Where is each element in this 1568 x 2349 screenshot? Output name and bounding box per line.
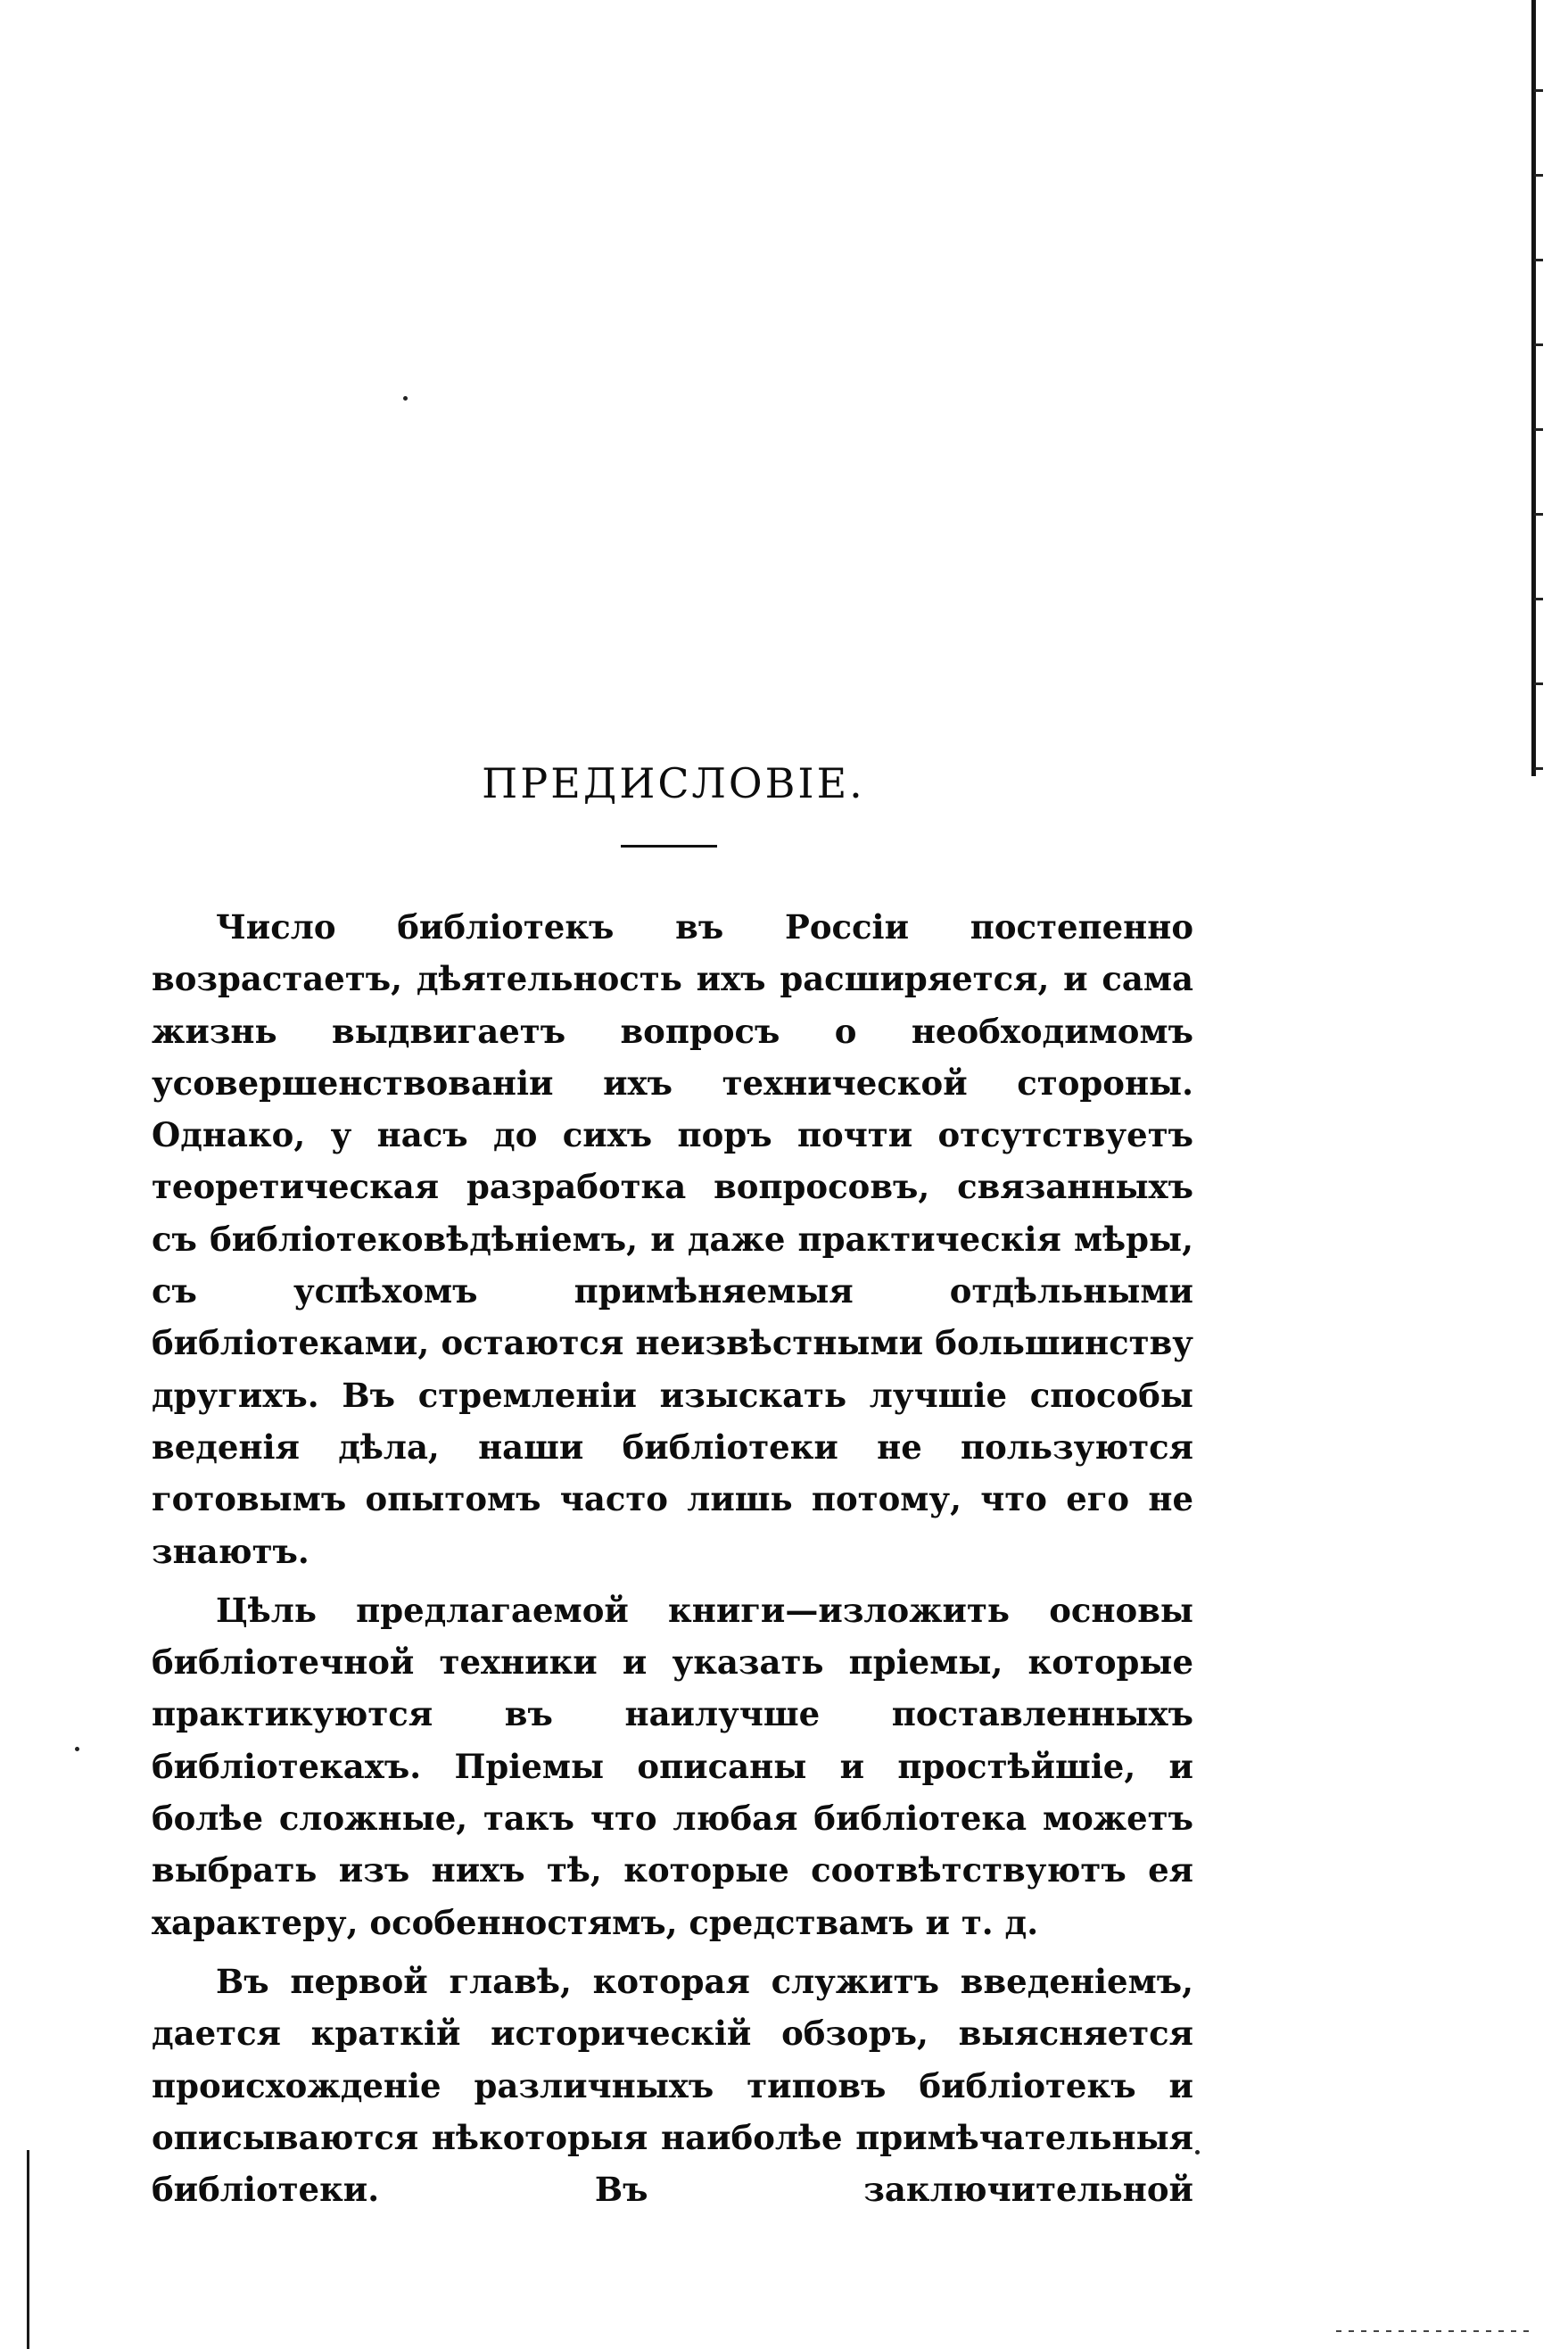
scan-speck <box>403 396 408 401</box>
paragraph: Цѣль предлагаемой книги—изложить основы библіотечной техники и указать пріемы, которые практикуются въ наилучше поставленныхъ библіотекахъ. Пріемы описаны и простѣйшіе, и болѣе сложные, такъ что любая библіотека можетъ выбрать изъ нихъ тѣ, которые соотвѣтствуютъ ея характеру, особенностямъ, средствамъ и т. д. <box>152 1590 1193 1942</box>
scan-bottom-marks <box>1336 2330 1532 2332</box>
body-text <box>152 901 1193 2222</box>
scan-left-edge <box>27 2150 29 2349</box>
scan-speck <box>1195 2150 1200 2155</box>
paragraph: Въ первой главѣ, которая служитъ введеніемъ, дается краткій историческій обзоръ, выясняется происхожденіе различныхъ типовъ библіотекъ и описываются нѣкоторыя наиболѣе примѣчательныя библіотеки. Въ заключительной <box>152 1961 1193 2210</box>
paragraph: Число библіотекъ въ Россіи постепенно возрастаетъ, дѣятельность ихъ расширяется, и сама жизнь выдвигаетъ вопросъ о необходимомъ усовершенствованіи ихъ технической стороны. Однако, у насъ до сихъ поръ почти отсутствуетъ теоретическая разработка вопросовъ, связанныхъ съ библіотековѣдѣніемъ, и даже практическія мѣры, съ успѣхомъ примѣняемыя отдѣльными библіотеками, остаются неизвѣстными большинству другихъ. Въ стремленіи изыскать лучшіе способы веденія дѣла, наши библіотеки не пользуются готовымъ опытомъ часто лишь потому, что его не знаютъ. <box>152 907 1193 1571</box>
page-title: ПРЕДИСЛОВІЕ. <box>482 758 865 807</box>
scan-speck <box>75 1747 79 1751</box>
scan-edge-marks <box>1534 54 1543 785</box>
title-rule <box>621 845 717 848</box>
